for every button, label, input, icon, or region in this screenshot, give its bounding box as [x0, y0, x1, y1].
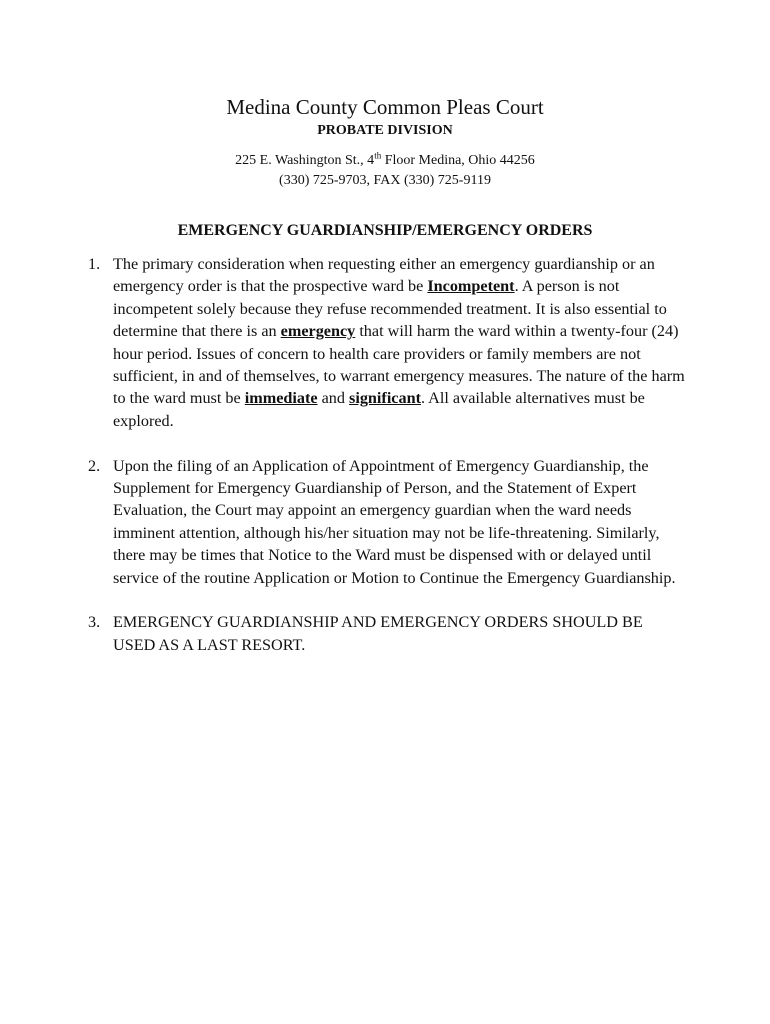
- document-heading: EMERGENCY GUARDIANSHIP/EMERGENCY ORDERS: [177, 222, 593, 239]
- address-suffix: Floor Medina, Ohio 44256: [381, 153, 535, 168]
- court-address: [0, 151, 770, 171]
- item-text-segment: that will harm the ward within a twenty-four (24) hour period. Issues of concern to health care providers or family members are not sufficient, in and of themselves, to warrant emergency measures. The nature of the harm to the ward must be: [113, 322, 685, 408]
- item-text: EMERGENCY GUARDIANSHIP AND EMERGENCY ORDERS SHOULD BE USED AS A LAST RESORT.: [113, 613, 643, 654]
- list-item: [88, 455, 688, 589]
- division-name: PROBATE DIVISION: [317, 123, 453, 138]
- address-floor-suffix: th: [374, 150, 382, 161]
- item-text-segment: The primary consideration when requesting either an emergency guardianship or an emergency order is that the prospective ward be: [113, 255, 655, 296]
- numbered-list: [88, 253, 688, 679]
- emphasis-significant: significant: [349, 389, 421, 408]
- item-text: [113, 253, 688, 432]
- emphasis-incompetent: Incompetent: [427, 277, 515, 296]
- item-text-segment: . All available alternatives must be explored.: [113, 389, 645, 430]
- address-prefix: 225 E. Washington St., 4: [235, 153, 375, 168]
- list-item: [88, 253, 688, 432]
- court-name: Medina County Common Pleas Court: [226, 95, 544, 119]
- list-item: [88, 611, 688, 656]
- item-number: 3.: [88, 613, 101, 632]
- item-number: 1.: [88, 255, 101, 273]
- emphasis-immediate: immediate: [244, 389, 318, 408]
- item-text-segment: . A person is not incompetent solely because they refuse recommended treatment. It is also essential to determine that there is an: [113, 277, 667, 341]
- item-text: Upon the filing of an Application of Appointment of Emergency Guardianship, the Supplement for Emergency Guardianship of Person, and the Statement of Expert Evaluation, the Court may appoint an emergency guardian when the ward needs imminent attention, although his/her situation may not be life-threatening. Similarly, there may be times that Notice to the Ward must be dispensed with or delayed until service of the routine Application or Motion to Continue the Emergency Guardianship.: [113, 456, 676, 587]
- item-text-segment: and: [317, 389, 350, 408]
- court-phone-fax: (330) 725-9703, FAX (330) 725-9119: [279, 173, 491, 188]
- item-number: 2.: [88, 456, 101, 475]
- emphasis-emergency: emergency: [280, 322, 356, 341]
